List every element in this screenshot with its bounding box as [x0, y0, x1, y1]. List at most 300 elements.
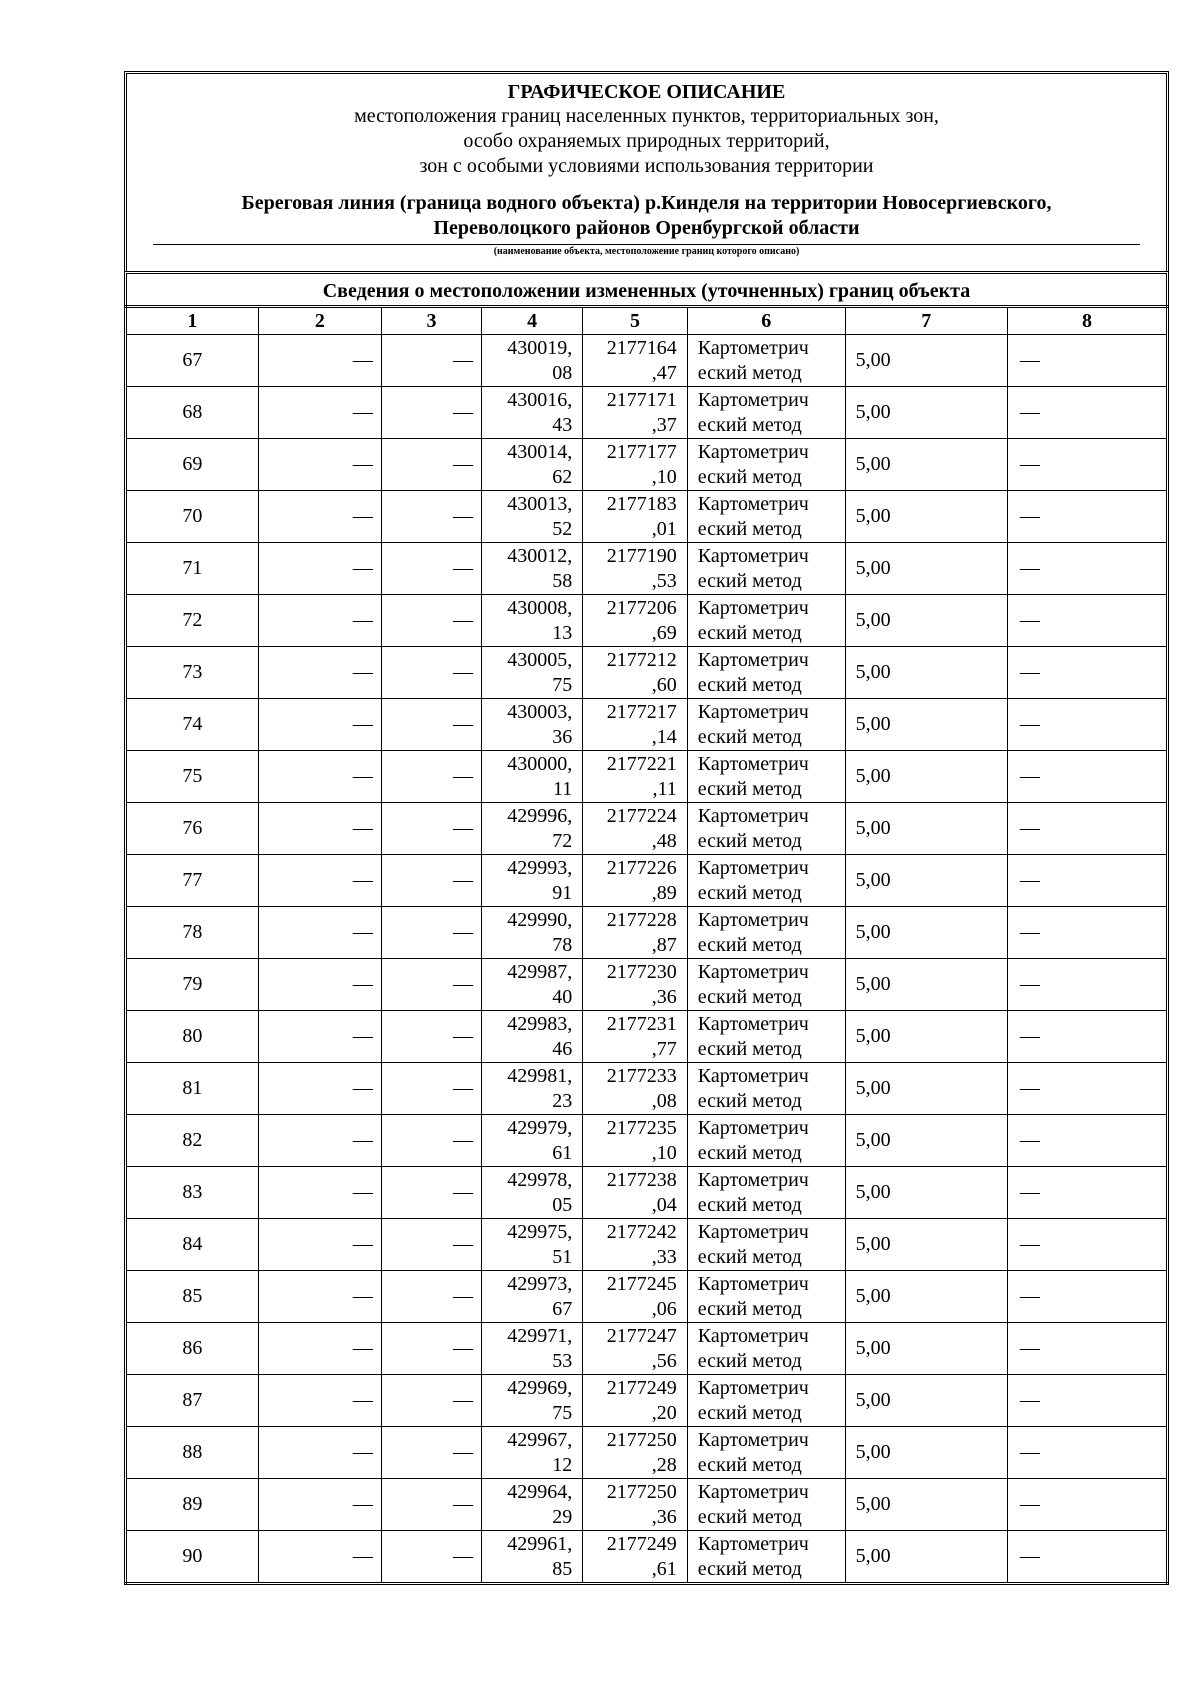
coordinates-table [124, 305, 1169, 1585]
new-x-cell [482, 491, 583, 543]
old-y-cell: — [381, 1063, 481, 1115]
method-cell [687, 335, 845, 387]
method-part2: еский метод [697, 1245, 802, 1268]
new-y-part2: ,53 [651, 569, 677, 592]
method-cell [687, 907, 845, 959]
old-y-cell: — [381, 699, 481, 751]
old-y-cell: — [381, 855, 481, 907]
new-x-part2: 08 [552, 361, 573, 384]
new-x-cell [482, 1479, 583, 1531]
accuracy-cell: 5,00 [845, 1271, 1007, 1323]
new-y-part2: ,11 [652, 777, 677, 800]
description-cell: — [1007, 595, 1167, 647]
new-x-part2: 53 [552, 1349, 573, 1372]
method-part2: еский метод [697, 1141, 802, 1164]
new-x-part1: 430019, [507, 336, 573, 359]
new-y-cell [583, 751, 688, 803]
accuracy-cell: 5,00 [845, 439, 1007, 491]
old-y-cell: — [381, 1271, 481, 1323]
point-number: 87 [126, 1375, 259, 1427]
method-cell [687, 439, 845, 491]
section-title: Сведения о местоположении измененных (уточненных) границ объекта [124, 271, 1169, 305]
new-y-cell [583, 491, 688, 543]
new-x-part2: 58 [552, 569, 573, 592]
method-part2: еский метод [697, 517, 802, 540]
new-x-cell [482, 1427, 583, 1479]
method-cell [687, 1219, 845, 1271]
table-row [126, 1323, 1168, 1375]
column-header: 3 [381, 307, 481, 335]
new-y-part2: ,69 [651, 621, 677, 644]
old-x-cell: — [258, 803, 381, 855]
accuracy-cell: 5,00 [845, 699, 1007, 751]
new-y-part1: 2177235 [606, 1116, 677, 1139]
old-y-cell: — [381, 1323, 481, 1375]
method-part2: еский метод [697, 1557, 802, 1580]
table-row [126, 1427, 1168, 1479]
new-x-part2: 36 [552, 725, 573, 748]
new-y-part1: 2177212 [606, 648, 677, 671]
old-x-cell: — [258, 907, 381, 959]
accuracy-cell: 5,00 [845, 959, 1007, 1011]
description-cell: — [1007, 1011, 1167, 1063]
new-x-cell [482, 803, 583, 855]
new-x-part2: 12 [552, 1453, 573, 1476]
new-y-part1: 2177221 [606, 752, 677, 775]
old-y-cell: — [381, 335, 481, 387]
column-header: 8 [1007, 307, 1167, 335]
table-row [126, 1271, 1168, 1323]
point-number: 84 [126, 1219, 259, 1271]
method-part2: еский метод [697, 413, 802, 436]
document-header [124, 71, 1169, 271]
description-cell: — [1007, 387, 1167, 439]
new-y-part2: ,56 [651, 1349, 677, 1372]
method-part1: Картометрич [697, 1064, 809, 1087]
description-cell: — [1007, 1375, 1167, 1427]
new-x-part2: 40 [552, 985, 573, 1008]
new-y-cell [583, 1375, 688, 1427]
point-number: 67 [126, 335, 259, 387]
old-y-cell: — [381, 543, 481, 595]
method-part2: еский метод [697, 725, 802, 748]
table-row [126, 335, 1168, 387]
method-part1: Картометрич [697, 336, 809, 359]
table-row [126, 959, 1168, 1011]
method-cell [687, 1375, 845, 1427]
description-cell: — [1007, 1271, 1167, 1323]
new-x-part1: 430008, [507, 596, 573, 619]
old-y-cell: — [381, 1479, 481, 1531]
new-x-part1: 429996, [507, 804, 573, 827]
method-part2: еский метод [697, 569, 802, 592]
new-x-part1: 429990, [507, 908, 573, 931]
accuracy-cell: 5,00 [845, 595, 1007, 647]
new-y-part2: ,60 [651, 673, 677, 696]
description-cell: — [1007, 1323, 1167, 1375]
old-x-cell: — [258, 855, 381, 907]
new-x-cell [482, 1167, 583, 1219]
accuracy-cell: 5,00 [845, 907, 1007, 959]
old-y-cell: — [381, 647, 481, 699]
old-x-cell: — [258, 491, 381, 543]
method-cell [687, 647, 845, 699]
underline-rule [153, 244, 1140, 245]
point-number: 75 [126, 751, 259, 803]
new-y-cell [583, 1011, 688, 1063]
method-part2: еский метод [697, 465, 802, 488]
new-x-part2: 62 [552, 465, 573, 488]
object-name-line: Береговая линия (граница водного объекта) р.Кинделя на территории Новосергиевского, [241, 192, 1052, 214]
old-y-cell: — [381, 1219, 481, 1271]
new-y-part2: ,36 [651, 1505, 677, 1528]
new-x-part2: 75 [552, 1401, 573, 1424]
new-y-part2: ,10 [651, 465, 677, 488]
new-x-cell [482, 1219, 583, 1271]
new-x-part1: 429973, [507, 1272, 573, 1295]
new-y-cell [583, 595, 688, 647]
point-number: 78 [126, 907, 259, 959]
new-y-part2: ,01 [651, 517, 677, 540]
method-part1: Картометрич [697, 908, 809, 931]
column-header: 2 [258, 307, 381, 335]
new-y-cell [583, 1427, 688, 1479]
method-part1: Картометрич [697, 1220, 809, 1243]
description-cell: — [1007, 855, 1167, 907]
table-row [126, 1375, 1168, 1427]
subtitle-line: зон с особыми условиями использования территории [419, 155, 874, 177]
new-y-cell [583, 439, 688, 491]
method-part1: Картометрич [697, 1272, 809, 1295]
method-part1: Картометрич [697, 596, 809, 619]
new-x-cell [482, 1375, 583, 1427]
old-y-cell: — [381, 1427, 481, 1479]
new-x-part1: 429978, [507, 1168, 573, 1191]
new-x-part1: 430014, [507, 440, 573, 463]
point-number: 80 [126, 1011, 259, 1063]
method-part1: Картометрич [697, 1116, 809, 1139]
point-number: 74 [126, 699, 259, 751]
method-part1: Картометрич [697, 544, 809, 567]
method-cell [687, 751, 845, 803]
object-name-note: (наименование объекта, местоположение границ которого описано) [493, 246, 800, 257]
old-x-cell: — [258, 1167, 381, 1219]
accuracy-cell: 5,00 [845, 1479, 1007, 1531]
new-x-part2: 52 [552, 517, 573, 540]
method-part1: Картометрич [697, 440, 809, 463]
new-x-part2: 05 [552, 1193, 573, 1216]
new-x-part2: 11 [553, 777, 573, 800]
table-row [126, 1219, 1168, 1271]
method-cell [687, 1167, 845, 1219]
description-cell: — [1007, 699, 1167, 751]
column-header: 6 [687, 307, 845, 335]
new-y-cell [583, 907, 688, 959]
old-x-cell: — [258, 1011, 381, 1063]
new-y-part1: 2177233 [606, 1064, 677, 1087]
new-y-cell [583, 1063, 688, 1115]
new-y-part2: ,61 [651, 1557, 677, 1580]
new-x-part1: 429969, [507, 1376, 573, 1399]
new-y-part1: 2177228 [606, 908, 677, 931]
method-part2: еский метод [697, 1193, 802, 1216]
new-x-part2: 51 [552, 1245, 573, 1268]
method-cell [687, 959, 845, 1011]
new-y-cell [583, 1531, 688, 1584]
document-sheet [124, 71, 1169, 1585]
accuracy-cell: 5,00 [845, 1011, 1007, 1063]
new-y-cell [583, 647, 688, 699]
new-y-part1: 2177183 [606, 492, 677, 515]
new-y-part1: 2177249 [606, 1532, 677, 1555]
new-y-part2: ,10 [651, 1141, 677, 1164]
point-number: 70 [126, 491, 259, 543]
method-part2: еский метод [697, 933, 802, 956]
new-y-part1: 2177250 [606, 1428, 677, 1451]
description-cell: — [1007, 1479, 1167, 1531]
new-y-cell [583, 959, 688, 1011]
new-y-part1: 2177206 [606, 596, 677, 619]
old-y-cell: — [381, 491, 481, 543]
new-y-part1: 2177224 [606, 804, 677, 827]
method-part1: Картометрич [697, 1168, 809, 1191]
description-cell: — [1007, 1531, 1167, 1584]
point-number: 82 [126, 1115, 259, 1167]
old-x-cell: — [258, 595, 381, 647]
description-cell: — [1007, 1427, 1167, 1479]
new-y-part2: ,37 [651, 413, 677, 436]
table-row [126, 803, 1168, 855]
new-x-part1: 430000, [507, 752, 573, 775]
point-number: 88 [126, 1427, 259, 1479]
new-x-part1: 429961, [507, 1532, 573, 1555]
old-y-cell: — [381, 595, 481, 647]
method-cell [687, 699, 845, 751]
new-x-part1: 429993, [507, 856, 573, 879]
description-cell: — [1007, 751, 1167, 803]
table-row [126, 1011, 1168, 1063]
new-y-part1: 2177238 [606, 1168, 677, 1191]
new-y-part2: ,33 [651, 1245, 677, 1268]
description-cell: — [1007, 1115, 1167, 1167]
method-part1: Картометрич [697, 1012, 809, 1035]
method-part1: Картометрич [697, 1376, 809, 1399]
new-x-cell [482, 699, 583, 751]
point-number: 86 [126, 1323, 259, 1375]
new-y-part2: ,08 [651, 1089, 677, 1112]
new-y-part2: ,04 [651, 1193, 677, 1216]
table-row [126, 491, 1168, 543]
new-y-part2: ,47 [651, 361, 677, 384]
new-y-part2: ,06 [651, 1297, 677, 1320]
accuracy-cell: 5,00 [845, 491, 1007, 543]
table-row [126, 543, 1168, 595]
old-x-cell: — [258, 751, 381, 803]
accuracy-cell: 5,00 [845, 543, 1007, 595]
old-x-cell: — [258, 1271, 381, 1323]
method-part2: еский метод [697, 1349, 802, 1372]
accuracy-cell: 5,00 [845, 335, 1007, 387]
new-y-cell [583, 803, 688, 855]
new-x-cell [482, 439, 583, 491]
old-x-cell: — [258, 1531, 381, 1584]
new-x-part2: 67 [552, 1297, 573, 1320]
method-cell [687, 855, 845, 907]
old-x-cell: — [258, 1323, 381, 1375]
point-number: 90 [126, 1531, 259, 1584]
new-y-part2: ,89 [651, 881, 677, 904]
old-y-cell: — [381, 907, 481, 959]
new-x-part1: 429964, [507, 1480, 573, 1503]
new-x-cell [482, 751, 583, 803]
new-y-cell [583, 699, 688, 751]
new-y-cell [583, 1219, 688, 1271]
new-x-cell [482, 959, 583, 1011]
method-cell [687, 1427, 845, 1479]
accuracy-cell: 5,00 [845, 1323, 1007, 1375]
new-y-part1: 2177249 [606, 1376, 677, 1399]
new-y-part1: 2177242 [606, 1220, 677, 1243]
new-y-cell [583, 1479, 688, 1531]
new-y-part1: 2177247 [606, 1324, 677, 1347]
new-x-cell [482, 1531, 583, 1584]
new-y-part2: ,48 [651, 829, 677, 852]
point-number: 71 [126, 543, 259, 595]
new-y-part2: ,36 [651, 985, 677, 1008]
old-x-cell: — [258, 387, 381, 439]
old-x-cell: — [258, 1375, 381, 1427]
method-part2: еский метод [697, 829, 802, 852]
method-part2: еский метод [697, 881, 802, 904]
description-cell: — [1007, 1167, 1167, 1219]
column-header: 1 [126, 307, 259, 335]
point-number: 72 [126, 595, 259, 647]
new-x-part1: 429971, [507, 1324, 573, 1347]
method-cell [687, 1271, 845, 1323]
new-x-part1: 429967, [507, 1428, 573, 1451]
new-y-cell [583, 1167, 688, 1219]
method-part1: Картометрич [697, 752, 809, 775]
method-part2: еский метод [697, 621, 802, 644]
method-cell [687, 1479, 845, 1531]
description-cell: — [1007, 959, 1167, 1011]
old-y-cell: — [381, 803, 481, 855]
new-x-part2: 46 [552, 1037, 573, 1060]
table-row [126, 647, 1168, 699]
new-x-part2: 43 [552, 413, 573, 436]
new-x-part1: 430012, [507, 544, 573, 567]
new-x-part2: 29 [552, 1505, 573, 1528]
table-row [126, 595, 1168, 647]
table-row [126, 1115, 1168, 1167]
method-cell [687, 1323, 845, 1375]
accuracy-cell: 5,00 [845, 1115, 1007, 1167]
new-x-part2: 78 [552, 933, 573, 956]
method-part2: еский метод [697, 1297, 802, 1320]
new-x-part2: 72 [552, 829, 573, 852]
method-cell [687, 1011, 845, 1063]
method-part1: Картометрич [697, 1532, 809, 1555]
accuracy-cell: 5,00 [845, 1167, 1007, 1219]
new-y-cell [583, 1323, 688, 1375]
new-y-part1: 2177190 [606, 544, 677, 567]
new-y-part1: 2177231 [606, 1012, 677, 1035]
new-x-part1: 429987, [507, 960, 573, 983]
point-number: 69 [126, 439, 259, 491]
subtitle-line: местоположения границ населенных пунктов, территориальных зон, [354, 105, 939, 127]
subtitle-line: особо охраняемых природных территорий, [463, 130, 830, 152]
new-y-cell [583, 1115, 688, 1167]
new-x-cell [482, 1063, 583, 1115]
old-x-cell: — [258, 543, 381, 595]
method-part1: Картометрич [697, 388, 809, 411]
new-x-part2: 91 [552, 881, 573, 904]
new-x-part1: 429979, [507, 1116, 573, 1139]
new-x-part1: 429975, [507, 1220, 573, 1243]
description-cell: — [1007, 803, 1167, 855]
old-y-cell: — [381, 1011, 481, 1063]
method-part2: еский метод [697, 777, 802, 800]
description-cell: — [1007, 335, 1167, 387]
object-name-line: Переволоцкого районов Оренбургской области [433, 217, 860, 239]
accuracy-cell: 5,00 [845, 751, 1007, 803]
new-y-cell [583, 855, 688, 907]
method-part1: Картометрич [697, 1324, 809, 1347]
description-cell: — [1007, 491, 1167, 543]
old-x-cell: — [258, 439, 381, 491]
point-number: 77 [126, 855, 259, 907]
description-cell: — [1007, 1219, 1167, 1271]
old-x-cell: — [258, 335, 381, 387]
point-number: 83 [126, 1167, 259, 1219]
new-y-cell [583, 335, 688, 387]
old-x-cell: — [258, 959, 381, 1011]
old-x-cell: — [258, 1479, 381, 1531]
description-cell: — [1007, 439, 1167, 491]
new-x-part2: 23 [552, 1089, 573, 1112]
new-y-part1: 2177230 [606, 960, 677, 983]
new-x-part1: 429981, [507, 1064, 573, 1087]
new-x-part2: 85 [552, 1557, 573, 1580]
new-x-cell [482, 855, 583, 907]
new-y-part2: ,28 [651, 1453, 677, 1476]
method-part1: Картометрич [697, 804, 809, 827]
accuracy-cell: 5,00 [845, 803, 1007, 855]
method-part2: еский метод [697, 1089, 802, 1112]
new-x-cell [482, 1271, 583, 1323]
new-y-part1: 2177245 [606, 1272, 677, 1295]
point-number: 89 [126, 1479, 259, 1531]
new-x-part1: 430005, [507, 648, 573, 671]
new-y-part1: 2177250 [606, 1480, 677, 1503]
new-y-cell [583, 543, 688, 595]
new-y-part2: ,14 [651, 725, 677, 748]
method-cell [687, 387, 845, 439]
old-y-cell: — [381, 439, 481, 491]
table-row [126, 699, 1168, 751]
accuracy-cell: 5,00 [845, 1427, 1007, 1479]
description-cell: — [1007, 647, 1167, 699]
accuracy-cell: 5,00 [845, 1219, 1007, 1271]
method-part2: еский метод [697, 673, 802, 696]
new-x-cell [482, 907, 583, 959]
method-part1: Картометрич [697, 856, 809, 879]
new-x-part1: 430013, [507, 492, 573, 515]
method-part2: еский метод [697, 1453, 802, 1476]
new-x-cell [482, 1323, 583, 1375]
method-cell [687, 1531, 845, 1584]
old-y-cell: — [381, 387, 481, 439]
